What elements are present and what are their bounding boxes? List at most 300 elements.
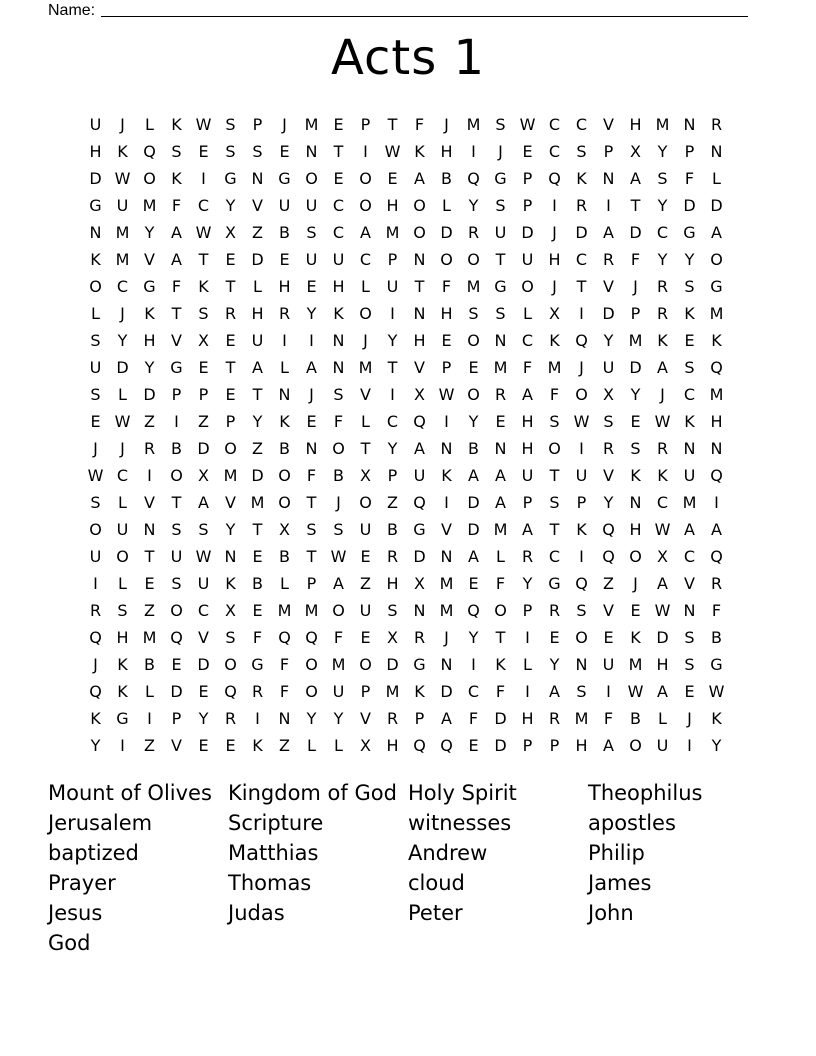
grid-letter: Z	[603, 574, 614, 593]
grid-letter: S	[171, 520, 182, 539]
grid-letter: U	[602, 655, 615, 674]
grid-letter: X	[198, 331, 209, 350]
grid-letter: O	[467, 385, 480, 404]
grid-letter: O	[116, 547, 129, 566]
name-label: Name:	[48, 2, 96, 19]
grid-letter: O	[170, 601, 183, 620]
grid-letter: Q	[548, 169, 561, 188]
grid-letter: O	[305, 655, 318, 674]
grid-letter: D	[170, 682, 183, 701]
grid-letter: R	[413, 628, 426, 647]
grid-letter: W	[384, 142, 401, 161]
grid-letter: X	[603, 385, 614, 404]
grid-letter: J	[579, 358, 584, 377]
grid-letter: E	[198, 682, 209, 701]
grid-letter: E	[468, 358, 479, 377]
grid-letter: L	[280, 358, 289, 377]
grid-letter: S	[171, 142, 182, 161]
grid-letter: M	[493, 520, 508, 539]
grid-letter: N	[602, 169, 615, 188]
grid-letter: R	[575, 196, 588, 215]
grid-letter: U	[386, 277, 399, 296]
grid-letter: F	[333, 412, 344, 431]
grid-letter: V	[414, 358, 425, 377]
grid-letter: U	[575, 466, 588, 485]
grid-letter: E	[225, 385, 236, 404]
grid-letter: S	[225, 628, 236, 647]
grid-letter: C	[548, 115, 561, 134]
grid-letter: Q	[413, 493, 426, 512]
word-list-item: Jesus	[48, 901, 103, 925]
grid-letter: L	[361, 412, 370, 431]
grid-letter: A	[333, 574, 344, 593]
grid-letter: P	[441, 358, 452, 377]
grid-letter: F	[630, 250, 641, 269]
grid-letter: H	[278, 277, 291, 296]
grid-letter: X	[414, 574, 425, 593]
grid-row	[82, 678, 730, 705]
grid-letter: S	[657, 169, 668, 188]
grid-letter: H	[116, 628, 129, 647]
grid-letter: J	[687, 709, 692, 728]
grid-letter: K	[252, 736, 263, 755]
grid-letter: W	[654, 412, 671, 431]
grid-letter: K	[549, 331, 560, 350]
grid-letter: R	[656, 439, 669, 458]
grid-letter: H	[413, 331, 426, 350]
word-list-item: Judas	[228, 901, 285, 925]
grid-letter: H	[386, 196, 399, 215]
grid-letter: Q	[170, 628, 183, 647]
word-list-item: Andrew	[408, 841, 488, 865]
grid-letter: O	[359, 169, 372, 188]
grid-letter: T	[225, 277, 236, 296]
grid-letter: J	[120, 115, 125, 134]
grid-letter: D	[440, 682, 453, 701]
grid-letter: S	[90, 385, 101, 404]
grid-letter: O	[629, 736, 642, 755]
grid-letter: O	[332, 439, 345, 458]
grid-letter: F	[333, 628, 344, 647]
grid-letter: W	[654, 601, 671, 620]
grid-letter: H	[332, 277, 345, 296]
grid-letter: S	[198, 520, 209, 539]
grid-letter: T	[252, 520, 263, 539]
grid-row	[82, 651, 730, 678]
grid-letter: S	[630, 439, 641, 458]
grid-letter: E	[630, 601, 641, 620]
grid-letter: A	[495, 493, 506, 512]
grid-letter: U	[116, 520, 129, 539]
grid-letter: K	[414, 142, 425, 161]
grid-letter: E	[549, 628, 560, 647]
grid-letter: Q	[710, 358, 723, 377]
grid-letter: S	[684, 277, 695, 296]
grid-letter: O	[359, 304, 372, 323]
grid-letter: P	[576, 493, 587, 512]
grid-letter: M	[709, 304, 724, 323]
grid-letter: K	[441, 466, 452, 485]
grid-letter: T	[225, 358, 236, 377]
grid-letter: M	[682, 493, 697, 512]
grid-row	[82, 381, 730, 408]
grid-letter: E	[306, 277, 317, 296]
grid-letter: U	[89, 358, 102, 377]
grid-letter: S	[576, 601, 587, 620]
grid-letter: Q	[89, 682, 102, 701]
grid-letter: E	[468, 574, 479, 593]
grid-letter: Z	[279, 736, 290, 755]
grid-letter: K	[576, 169, 587, 188]
grid-letter: U	[359, 520, 372, 539]
grid-letter: V	[441, 520, 452, 539]
grid-letter: M	[115, 223, 130, 242]
grid-letter: F	[171, 277, 182, 296]
grid-letter: D	[575, 223, 588, 242]
grid-letter: K	[117, 142, 128, 161]
grid-letter: C	[575, 115, 588, 134]
grid-letter: U	[683, 466, 696, 485]
grid-letter: N	[278, 709, 291, 728]
grid-letter: N	[494, 439, 507, 458]
grid-letter: P	[225, 412, 236, 431]
grid-letter: I	[201, 169, 206, 188]
grid-letter: S	[576, 682, 587, 701]
grid-letter: J	[363, 331, 368, 350]
grid-letter: J	[498, 142, 503, 161]
grid-letter: V	[171, 736, 182, 755]
grid-letter: Y	[198, 709, 209, 728]
grid-letter: M	[385, 223, 400, 242]
word-list-item: Philip	[588, 841, 645, 865]
grid-letter: L	[442, 196, 451, 215]
grid-letter: A	[630, 169, 641, 188]
grid-letter: S	[684, 628, 695, 647]
grid-letter: M	[142, 628, 157, 647]
grid-letter: A	[603, 736, 614, 755]
grid-letter: F	[495, 574, 506, 593]
grid-letter: W	[195, 223, 212, 242]
grid-letter: X	[387, 628, 398, 647]
grid-letter: O	[413, 223, 426, 242]
grid-letter: C	[386, 412, 399, 431]
grid-letter: N	[305, 142, 318, 161]
grid-letter: E	[522, 142, 533, 161]
grid-row	[82, 300, 730, 327]
grid-letter: M	[628, 655, 643, 674]
grid-row	[82, 219, 730, 246]
grid-letter: U	[521, 466, 534, 485]
grid-letter: P	[684, 142, 695, 161]
grid-letter: G	[224, 169, 237, 188]
grid-letter: Z	[252, 439, 263, 458]
grid-letter: Q	[467, 169, 480, 188]
grid-letter: Z	[387, 493, 398, 512]
word-list-item: Scripture	[228, 811, 324, 835]
name-blank-line	[101, 0, 748, 17]
word-list-item: God	[48, 931, 91, 955]
grid-letter: L	[496, 547, 505, 566]
grid-letter: Q	[143, 142, 156, 161]
grid-letter: D	[467, 493, 480, 512]
grid-letter: I	[579, 439, 584, 458]
grid-letter: R	[467, 223, 480, 242]
grid-letter: D	[386, 655, 399, 674]
grid-letter: D	[116, 358, 129, 377]
grid-letter: S	[684, 655, 695, 674]
grid-letter: P	[630, 304, 641, 323]
grid-letter: K	[684, 304, 695, 323]
grid-letter: H	[521, 709, 534, 728]
grid-letter: A	[657, 358, 668, 377]
grid-letter: B	[279, 439, 290, 458]
grid-letter: E	[279, 142, 290, 161]
grid-letter: J	[444, 628, 449, 647]
grid-letter: K	[630, 466, 641, 485]
grid-row	[82, 273, 730, 300]
grid-letter: N	[710, 142, 723, 161]
grid-letter: I	[444, 493, 449, 512]
grid-letter: N	[575, 655, 588, 674]
grid-letter: M	[277, 601, 292, 620]
grid-letter: O	[89, 520, 102, 539]
grid-letter: R	[143, 439, 156, 458]
grid-letter: F	[171, 196, 182, 215]
word-list-item: Jerusalem	[48, 811, 153, 835]
grid-letter: S	[225, 115, 236, 134]
grid-letter: J	[660, 385, 665, 404]
grid-letter: C	[683, 385, 696, 404]
grid-letter: T	[306, 493, 317, 512]
grid-letter: C	[332, 223, 345, 242]
grid-letter: Y	[468, 412, 479, 431]
grid-letter: W	[87, 466, 104, 485]
grid-letter: D	[89, 169, 102, 188]
grid-letter: E	[468, 736, 479, 755]
grid-letter: N	[224, 547, 237, 566]
grid-letter: T	[387, 358, 398, 377]
grid-letter: I	[471, 142, 476, 161]
grid-letter: S	[333, 520, 344, 539]
grid-letter: Q	[602, 520, 615, 539]
grid-letter: I	[552, 196, 557, 215]
grid-letter: J	[633, 574, 638, 593]
grid-letter: R	[494, 385, 507, 404]
grid-letter: Y	[225, 196, 236, 215]
word-list-item: baptized	[48, 841, 139, 865]
grid-letter: D	[656, 628, 669, 647]
grid-letter: P	[198, 385, 209, 404]
grid-letter: E	[144, 574, 155, 593]
grid-letter: I	[255, 709, 260, 728]
grid-letter: I	[579, 304, 584, 323]
grid-letter: H	[89, 142, 102, 161]
grid-letter: U	[521, 250, 534, 269]
grid-letter: T	[495, 628, 506, 647]
grid-letter: D	[440, 223, 453, 242]
grid-letter: A	[414, 439, 425, 458]
grid-letter: M	[385, 682, 400, 701]
grid-letter: C	[548, 142, 561, 161]
grid-letter: O	[305, 169, 318, 188]
grid-letter: T	[495, 250, 506, 269]
grid-letter: U	[413, 466, 426, 485]
grid-letter: S	[252, 142, 263, 161]
grid-letter: Q	[89, 628, 102, 647]
grid-letter: V	[603, 115, 614, 134]
grid-letter: C	[116, 466, 129, 485]
grid-row	[82, 138, 730, 165]
grid-letter: V	[684, 574, 695, 593]
grid-letter: M	[655, 115, 670, 134]
grid-letter: B	[252, 574, 263, 593]
grid-letter: B	[630, 709, 641, 728]
grid-letter: D	[251, 466, 264, 485]
grid-letter: T	[306, 547, 317, 566]
word-list-item: Thomas	[228, 871, 312, 895]
grid-letter: Q	[440, 736, 453, 755]
grid-letter: S	[495, 196, 506, 215]
grid-letter: B	[387, 520, 398, 539]
grid-letter: U	[251, 331, 264, 350]
grid-letter: I	[525, 628, 530, 647]
grid-letter: E	[252, 601, 263, 620]
grid-letter: O	[170, 466, 183, 485]
grid-row	[82, 516, 730, 543]
grid-letter: M	[115, 250, 130, 269]
grid-letter: X	[198, 466, 209, 485]
grid-letter: K	[576, 520, 587, 539]
grid-letter: H	[386, 574, 399, 593]
grid-letter: A	[657, 682, 668, 701]
grid-letter: P	[171, 709, 182, 728]
grid-letter: A	[414, 169, 425, 188]
grid-letter: B	[468, 439, 479, 458]
grid-letter: J	[633, 277, 638, 296]
grid-letter: K	[171, 115, 182, 134]
grid-letter: I	[471, 655, 476, 674]
grid-letter: U	[197, 574, 210, 593]
grid-letter: S	[225, 142, 236, 161]
word-list-item: Kingdom of God	[228, 781, 397, 805]
grid-letter: X	[279, 520, 290, 539]
word-list-item: Theophilus	[588, 781, 703, 805]
grid-letter: M	[331, 655, 346, 674]
grid-letter: A	[522, 520, 533, 539]
grid-letter: Q	[710, 547, 723, 566]
grid-letter: H	[251, 304, 264, 323]
grid-letter: Q	[602, 547, 615, 566]
grid-letter: A	[252, 358, 263, 377]
grid-letter: P	[387, 466, 398, 485]
grid-letter: K	[495, 655, 506, 674]
grid-letter: D	[494, 736, 507, 755]
grid-letter: Z	[360, 574, 371, 593]
grid-letter: T	[387, 115, 398, 134]
grid-letter: R	[602, 250, 615, 269]
grid-letter: F	[522, 358, 533, 377]
grid-letter: W	[438, 385, 455, 404]
grid-letter: U	[116, 196, 129, 215]
grid-letter: E	[360, 547, 371, 566]
grid-letter: I	[147, 466, 152, 485]
grid-letter: J	[120, 304, 125, 323]
grid-letter: F	[684, 169, 695, 188]
word-list-item: James	[588, 871, 652, 895]
grid-letter: O	[467, 250, 480, 269]
grid-letter: L	[307, 736, 316, 755]
grid-letter: S	[198, 304, 209, 323]
grid-letter: Q	[278, 628, 291, 647]
grid-letter: A	[198, 493, 209, 512]
grid-letter: J	[552, 223, 557, 242]
grid-letter: I	[525, 682, 530, 701]
grid-letter: A	[495, 466, 506, 485]
grid-letter: Q	[305, 628, 318, 647]
grid-letter: Y	[387, 331, 398, 350]
grid-letter: O	[521, 277, 534, 296]
grid-letter: P	[522, 196, 533, 215]
grid-letter: X	[549, 304, 560, 323]
word-list-item: cloud	[408, 871, 465, 895]
grid-letter: H	[710, 412, 723, 431]
grid-letter: F	[414, 115, 425, 134]
grid-letter: Q	[575, 574, 588, 593]
grid-letter: C	[197, 601, 210, 620]
grid-letter: K	[657, 466, 668, 485]
grid-letter: C	[197, 196, 210, 215]
grid-letter: O	[494, 601, 507, 620]
grid-letter: P	[522, 736, 533, 755]
grid-letter: Y	[657, 142, 668, 161]
grid-letter: A	[306, 358, 317, 377]
grid-letter: W	[654, 520, 671, 539]
grid-letter: Y	[657, 196, 668, 215]
grid-letter: R	[602, 439, 615, 458]
grid-letter: H	[629, 115, 642, 134]
grid-letter: U	[89, 547, 102, 566]
grid-row	[82, 327, 730, 354]
grid-letter: G	[683, 223, 696, 242]
grid-letter: K	[198, 277, 209, 296]
grid-letter: K	[90, 250, 101, 269]
grid-letter: V	[198, 628, 209, 647]
grid-letter: K	[225, 574, 236, 593]
grid-letter: O	[575, 385, 588, 404]
grid-letter: Y	[306, 304, 317, 323]
grid-letter: T	[252, 385, 263, 404]
grid-letter: S	[576, 142, 587, 161]
grid-letter: N	[440, 655, 453, 674]
grid-letter: F	[603, 709, 614, 728]
grid-letter: K	[117, 655, 128, 674]
grid-letter: B	[171, 439, 182, 458]
grid-letter: I	[147, 709, 152, 728]
grid-letter: J	[444, 115, 449, 134]
grid-letter: U	[89, 115, 102, 134]
grid-letter: E	[333, 169, 344, 188]
grid-letter: A	[171, 223, 182, 242]
grid-letter: C	[575, 250, 588, 269]
grid-letter: X	[225, 223, 236, 242]
grid-letter: N	[89, 223, 102, 242]
grid-letter: G	[170, 358, 183, 377]
grid-letter: M	[223, 466, 238, 485]
grid-letter: C	[683, 547, 696, 566]
grid-letter: A	[522, 385, 533, 404]
grid-row	[82, 705, 730, 732]
grid-row	[82, 246, 730, 273]
